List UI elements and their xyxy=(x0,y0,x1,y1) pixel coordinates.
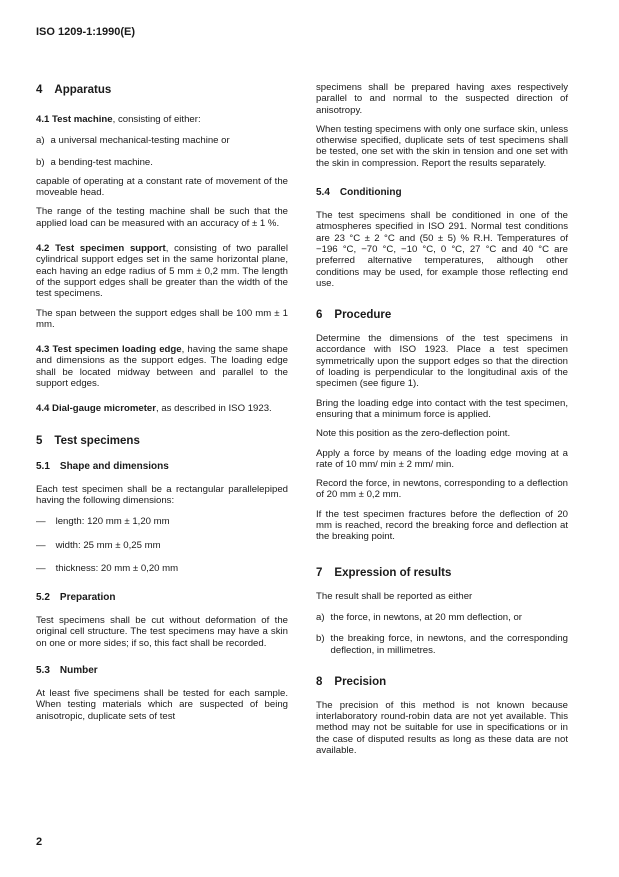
section-title: Precision xyxy=(334,675,387,688)
list-text: a universal mechanical-testing machine or xyxy=(50,135,230,147)
list-item-a xyxy=(316,612,568,623)
list-label: a) xyxy=(316,611,325,623)
dash: — xyxy=(36,516,46,528)
clause-text: , as described in ISO 1923. xyxy=(155,403,272,415)
paragraph: The result shall be reported as either xyxy=(316,590,473,602)
subsection-title: Preparation xyxy=(59,592,116,604)
paragraph: Determine the dimensions of the test specimens in accordance with ISO 1923. Place a test specimen symmetrically upon the support edges so that the direction of loading is perpendicular to the longitudinal axis of the specimen (see figure 1). xyxy=(316,333,568,390)
subsection-number: 5.2 xyxy=(36,592,50,604)
clause-4-2 xyxy=(36,243,288,299)
section-title: Apparatus xyxy=(54,84,112,96)
subsection-5-4-heading xyxy=(316,187,568,198)
paragraph: Bring the loading edge into contact with the test specimen, ensuring that a minimum force is applied. xyxy=(316,397,568,420)
list-text: the breaking force, in newtons, and the corresponding deflection, in millimetres. xyxy=(330,633,568,656)
dash: — xyxy=(36,539,46,551)
subsection-number: 5.3 xyxy=(36,665,50,677)
clause-number: 4.1 xyxy=(36,114,50,125)
section-title: Test specimens xyxy=(54,434,140,447)
section-title: Expression of results xyxy=(334,566,452,579)
subsection-title: Shape and dimensions xyxy=(59,460,169,472)
clause-text: , having the same shape and dimensions as the support edges. The loading edge shall be located midway between and parallel to the support edges. xyxy=(36,344,288,390)
paragraph: Test specimens shall be cut without deformation of the original cell structure. The test specimens may have a skin on one or more sides; if so, this fact shall be recorded. xyxy=(36,615,288,649)
dash: — xyxy=(36,562,46,574)
list-item-a xyxy=(36,135,288,146)
subsection-title: Conditioning xyxy=(339,187,402,199)
subsection-5-2-heading xyxy=(36,592,288,603)
subsection-number: 5.4 xyxy=(316,187,330,199)
section-number: 7 xyxy=(316,566,323,579)
paragraph: At least five specimens shall be tested for each sample. When testing materials which are suspected of being anisotropic, duplicate sets of test xyxy=(36,688,288,722)
paragraph: Apply a force by means of the loading edge moving at a rate of 10 mm/ min ± 2 mm/ min. xyxy=(316,447,568,470)
clause-4-4 xyxy=(36,403,288,414)
document-id: ISO 1209-1:1990(E) xyxy=(36,26,136,38)
clause-title: Test specimen loading edge xyxy=(52,344,182,356)
clause-number: 4.4 xyxy=(36,403,50,415)
section-number: 5 xyxy=(36,434,43,447)
section-number: 6 xyxy=(316,309,323,322)
clause-title: Test specimen support xyxy=(55,243,166,255)
paragraph: Record the force, in newtons, corresponding to a deflection of 20 mm ± 0,2 mm. xyxy=(316,478,568,501)
right-column xyxy=(316,82,568,756)
list-text: a bending-test machine. xyxy=(50,156,153,168)
section-number: 8 xyxy=(316,675,323,688)
section-number: 4 xyxy=(36,84,43,96)
paragraph: specimens shall be prepared having axes respectively parallel to and normal to the suspected direction of anisotropy. xyxy=(316,82,568,116)
subsection-5-3-heading xyxy=(36,665,288,676)
paragraph: The precision of this method is not known because interlaboratory round-robin data are not yet available. This method may not be suitable for use in specifications or in the case of disputed results as long as these data are not available. xyxy=(316,699,568,756)
dimension-item xyxy=(36,516,288,527)
paragraph: When testing specimens with only one surface skin, unless otherwise specified, duplicate sets of test specimens shall be tested, one set with the skin in tension and one set with the skin in compression. Report the results separately. xyxy=(316,123,568,169)
subsection-5-1-heading xyxy=(36,461,288,472)
list-item-b xyxy=(316,633,568,656)
left-column xyxy=(36,84,288,722)
list-text: the force, in newtons, at 20 mm deflection, or xyxy=(330,611,522,623)
paragraph: The span between the support edges shall be 100 mm ± 1 mm. xyxy=(36,307,288,330)
list-item-b xyxy=(36,157,288,168)
clause-title: Dial-gauge micrometer xyxy=(52,403,156,415)
paragraph: Each test specimen shall be a rectangular parallelepiped having the following dimensions: xyxy=(36,483,288,506)
section-7-heading xyxy=(316,567,568,579)
page-number: 2 xyxy=(36,836,43,848)
subsection-title: Number xyxy=(59,665,98,677)
clause-number: 4.2 xyxy=(36,243,50,255)
clause-number: 4.3 xyxy=(36,344,50,356)
section-8-heading xyxy=(316,676,568,688)
dimension-item xyxy=(36,563,288,574)
list-label: a) xyxy=(36,135,45,147)
section-6-heading xyxy=(316,309,568,321)
section-title: Procedure xyxy=(334,309,392,322)
paragraph: capable of operating at a constant rate of movement of the moveable head. xyxy=(36,175,288,199)
clause-text: , consisting of two parallel cylindrical support edges set in the same horizontal plane, each having an edge radius of 5 mm ± 0,2 mm. The length of the support edges shall be greater than the width of the test specimens. xyxy=(36,243,289,300)
list-label: b) xyxy=(36,156,45,168)
subsection-number: 5.1 xyxy=(36,460,50,472)
dimension-text: length: 120 mm ± 1,20 mm xyxy=(55,516,170,528)
dimension-text: width: 25 mm ± 0,25 mm xyxy=(55,539,161,551)
section-5-heading xyxy=(36,435,288,447)
paragraph: The test specimens shall be conditioned in one of the atmospheres specified in ISO 291. Normal test conditions are 23 °C ± 2 °C and (50 ± 5) % R.H. Temperatures of −196 °C, −70 °C, −10 °C, 0 °C, 27 °C and 40 °C are preferred alternative temperatures, although other conditions may be used, for example those reflecting end use. xyxy=(316,210,568,289)
list-label: b) xyxy=(316,633,325,645)
clause-4-3 xyxy=(36,344,288,389)
paragraph: Note this position as the zero-deflection point. xyxy=(316,428,511,440)
paragraph: If the test specimen fractures before the deflection of 20 mm is reached, record the breaking force and deflection at the breaking point. xyxy=(316,508,568,543)
paragraph: The range of the testing machine shall be such that the applied load can be measured with an accuracy of ± 1 %. xyxy=(36,206,288,229)
dimension-item xyxy=(36,540,288,551)
clause-text: , consisting of either: xyxy=(112,114,201,125)
section-4-heading xyxy=(36,84,288,96)
clause-title: Test machine xyxy=(52,114,113,125)
dimension-text: thickness: 20 mm ± 0,20 mm xyxy=(55,562,179,574)
clause-4-1 xyxy=(36,114,288,125)
